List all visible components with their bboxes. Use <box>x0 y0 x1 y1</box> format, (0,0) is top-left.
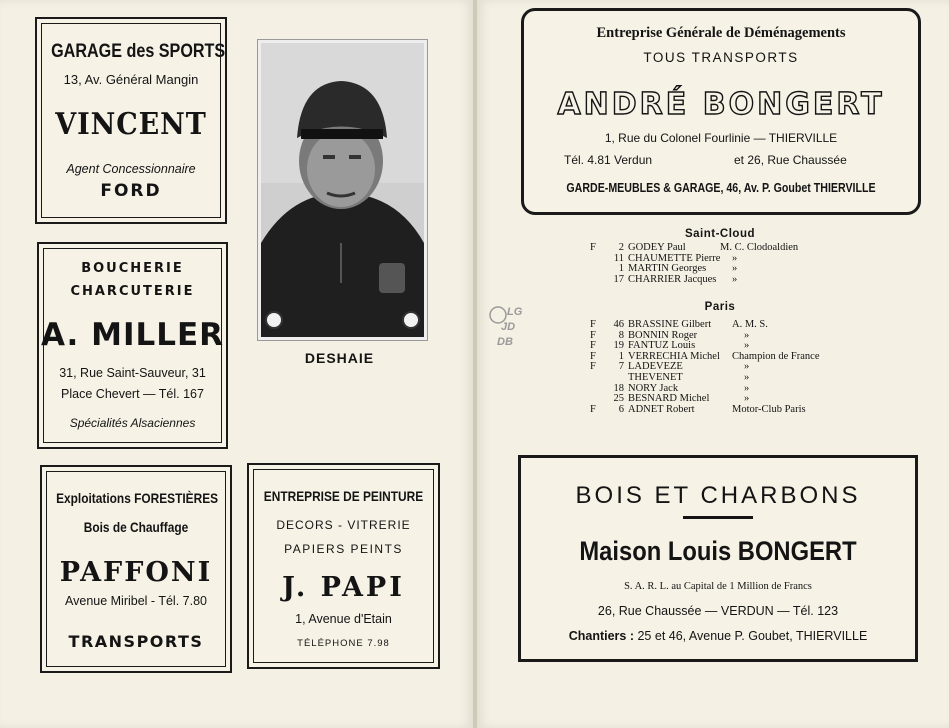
rider-name: LADEVEZE <box>628 361 683 373</box>
ad-footer: GARDE-MEUBLES & GARAGE, 46, Av. P. Goubet THIERVILLE <box>566 181 876 195</box>
ad-line2: CHARCUTERIE <box>70 284 195 299</box>
rider-number: 25 <box>613 393 624 405</box>
ad-line2: DECORS - VITRERIE <box>276 518 411 532</box>
ad-line1: Entreprise Générale de Déménagements <box>596 25 846 41</box>
rider-prefix: F <box>590 361 596 373</box>
ad-name: VINCENT <box>55 107 207 142</box>
rider-club: » <box>744 382 750 394</box>
photo-pin <box>265 311 283 329</box>
library-stamp <box>487 300 535 350</box>
rider-name: BONNIN Roger <box>628 329 698 341</box>
photo-pin <box>402 311 420 329</box>
rider-name: THEVENET <box>628 372 683 383</box>
boucherie-miller-ad <box>37 242 228 449</box>
rider-club: » <box>744 361 750 373</box>
rider-portrait-illustration <box>261 43 424 337</box>
rider-club: » <box>732 263 738 275</box>
ad-name: Maison Louis BONGERT <box>579 536 857 566</box>
ad-footer: TRANSPORTS <box>68 632 204 651</box>
rider-name: NORY Jack <box>628 382 679 394</box>
page-fold <box>473 0 477 728</box>
ad-role: Agent Concessionnaire <box>66 162 196 176</box>
rider-name: BESNARD Michel <box>628 393 710 405</box>
rider-name: BRASSINE Gilbert <box>628 319 712 330</box>
rider-number: 6 <box>618 403 624 415</box>
rider-club: » <box>744 340 750 352</box>
rider-name: VERRECHIA Michel <box>628 350 720 362</box>
rider-name: FANTUZ Louis <box>628 340 696 352</box>
rider-number: 18 <box>613 382 624 394</box>
garage-vincent-ad <box>35 17 227 224</box>
stamp-mark <box>487 300 535 350</box>
section-title-paris: Paris <box>704 301 736 313</box>
rider-name: ADNET Robert <box>628 403 695 415</box>
rider-club: Motor-Club Paris <box>732 403 806 415</box>
rider-prefix: F <box>590 403 596 415</box>
ad-line1: ENTREPRISE DE PEINTURE <box>263 488 424 504</box>
rider-club: M. C. Clodoaldien <box>720 242 799 253</box>
ad-footer-line <box>521 629 915 643</box>
rider-photo <box>258 40 427 340</box>
rider-number: 17 <box>613 273 624 285</box>
rider-name: MARTIN Georges <box>628 263 707 275</box>
ad-address: Avenue Miribel - Tél. 7.80 <box>65 594 207 608</box>
ad-name: PAFFONI <box>59 557 213 588</box>
ad-line1: BOIS ET CHARBONS <box>575 482 861 509</box>
ad-title: GARAGE des SPORTS <box>51 41 226 62</box>
ad-address2: et 26, Rue Chaussée <box>734 153 847 167</box>
ad-address: 26, Rue Chaussée — VERDUN — Tél. 123 <box>597 604 839 618</box>
ad-phone: Tél. 4.81 Verdun <box>564 153 653 167</box>
rider-club: » <box>744 329 750 341</box>
ad-line1: Exploitations FORESTIÈRES <box>56 490 219 506</box>
rider-club: Champion de France <box>732 350 820 362</box>
ad-address: 1, Avenue d'Etain <box>295 612 392 626</box>
rider-club: » <box>744 372 750 383</box>
andre-bongert-ad <box>521 8 921 215</box>
rider-club: A. M. S. <box>732 319 768 330</box>
ad-address1: 1, Rue du Colonel Fourlinie — THIERVILLE <box>604 131 838 145</box>
ad-line1: BOUCHERIE <box>81 261 184 276</box>
ad-footer: 25 et 46, Avenue P. Goubet, THIERVILLE <box>637 629 868 643</box>
ad-name: ANDRÉ BONGERT <box>557 87 885 122</box>
rider-prefix: F <box>590 350 596 362</box>
ad-name: J. PAPI <box>282 572 405 603</box>
rider-prefix: F <box>590 319 596 330</box>
rider-number: 11 <box>613 252 624 264</box>
rider-name: CHARRIER Jacques <box>628 273 717 285</box>
ad-address2: Place Chevert — Tél. 167 <box>61 387 204 401</box>
paffoni-ad <box>40 465 232 673</box>
svg-text:DB: DB <box>497 336 513 348</box>
ad-phone: TÉLÉPHONE 7.98 <box>297 638 390 649</box>
ad-footer-label: Chantiers : <box>568 629 634 643</box>
rider-name: CHAUMETTE Pierre <box>628 252 721 264</box>
rider-number: 1 <box>618 263 624 275</box>
rider-number: 8 <box>618 329 624 341</box>
rider-name: GODEY Paul <box>628 242 686 253</box>
rider-number: 19 <box>613 340 624 352</box>
section-title-saint-cloud: Saint-Cloud <box>684 228 756 240</box>
ad-divider <box>683 516 753 519</box>
svg-text:LG: LG <box>507 306 523 318</box>
rider-row <box>590 404 850 416</box>
ad-line2: TOUS TRANSPORTS <box>643 50 799 65</box>
ad-name: A. MILLER <box>40 317 225 353</box>
ad-brand: FORD <box>100 181 162 201</box>
rider-prefix: F <box>590 340 596 352</box>
ad-tagline: Spécialités Alsaciennes <box>69 416 196 430</box>
rider-club: » <box>744 393 750 405</box>
ad-line3: PAPIERS PEINTS <box>284 542 403 556</box>
louis-bongert-ad <box>518 455 918 662</box>
ad-line2: S. A. R. L. au Capital de 1 Million de Francs <box>624 581 812 592</box>
rider-prefix: F <box>590 242 596 253</box>
ad-address: 13, Av. Général Mangin <box>63 72 199 87</box>
rider-number: 1 <box>618 350 624 362</box>
ad-address: 31, Rue Saint-Sauveur, 31 <box>59 366 206 380</box>
rider-club: » <box>732 252 738 264</box>
rider-number: 7 <box>618 361 624 373</box>
svg-text:JD: JD <box>501 321 516 333</box>
rider-number: 46 <box>613 319 624 330</box>
rider-prefix: F <box>590 329 596 341</box>
rider-club: » <box>732 273 738 285</box>
papi-ad <box>247 463 440 669</box>
rider-number: 2 <box>618 242 624 253</box>
photo-caption: DESHAIE <box>304 350 375 366</box>
ad-line2: Bois de Chauffage <box>83 519 189 535</box>
rider-row <box>590 274 850 286</box>
